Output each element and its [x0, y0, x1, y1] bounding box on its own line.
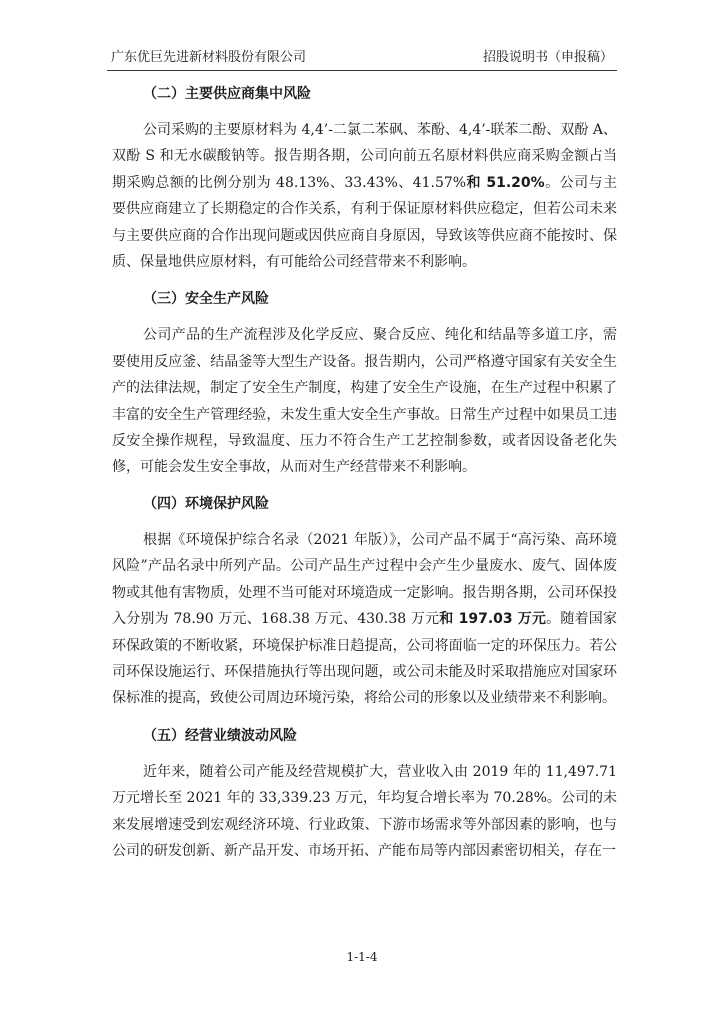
section-title-performance-volatility: （五）经营业绩波动风险 [143, 727, 297, 744]
section-title-supplier-concentration: （二）主要供应商集中风险 [143, 86, 311, 102]
page-number: 1-1-4 [346, 950, 378, 964]
paragraph-text: 公司产品的生产流程涉及化学反应、聚合反应、纯化和结晶等多道工序，需要使用反应釜、结晶釜等大型生产设备。报告期内，公司严格遵守国家有关安全生产的法律法规，制定了安全生产制度，构建了安全生产设施，在生产过程中积累了丰富的安全生产管理经验，未发生重大安全生产事故。日常生产过程中如果员工违反安全操作规程，导致温度、压力不符合生产工艺控制参数，或者因设备老化失修，可能会发生安全事故，从而对生产经营带来不利影响。 [112, 327, 617, 476]
paragraph-environmental-protection [112, 527, 617, 712]
paragraph-text: 。公司与主要供应商建立了长期稳定的合作关系，有利于保证原材料供应稳定，但若公司未来与主要供应商的合作出现问题或因供应商自身原因，导致该等供应商不能按时、保质、保量地供应原材料，有可能给公司经营带来不利影响。 [112, 174, 618, 271]
paragraph-text: 近年来，随着公司产能及经营规模扩大，营业收入由 2019 年的 11,497.71 万元增长至 2021 年的 33,339.23 万元，年均复合增长率为 70.28%。公司的未来发展增速受到宏观经济环境、行业政策、下游市场需求等外部因素的影响，也与公司的研发创新、新产品开发、市场开拓、产能布局等内部因素密切相关，存在一 [112, 763, 617, 859]
page-header [107, 48, 617, 71]
paragraph-text: 公司采购的主要原材料为 4,4’-二氯二苯砜、苯酚、4,4’-联苯二酚、双酚 A、双酚 S 和无水碳酸钠等。报告期各期，公司向前五名原材料供应商采购金额占当期采购总额的比例分别为 48.13%、33.43%、41.57% [112, 122, 617, 191]
emphasized-value: 和 51.20% [466, 174, 545, 191]
section-title-environmental-protection: （四）环境保护风险 [143, 495, 269, 512]
paragraph-performance-volatility [112, 759, 617, 865]
section-title-production-safety: （三）安全生产风险 [143, 291, 269, 308]
emphasized-value: 和 197.03 万元 [439, 611, 547, 628]
header-document-title: 招股说明书（申报稿） [482, 50, 613, 65]
page-body [112, 84, 617, 864]
paragraph-supplier-concentration [112, 117, 617, 275]
paragraph-production-safety [112, 322, 617, 480]
paragraph-text: 。随着国家环保政策的不断收紧，环境保护标准日趋提高，公司将面临一定的环保压力。若公司环保设施运行、环保措施执行等出现问题，或公司未能及时采取措施应对国家环保标准的提高，致使公司周边环境污染，将给公司的形象以及业绩带来不利影响。 [112, 611, 618, 707]
header-company-name: 广东优巨先进新材料股份有限公司 [111, 50, 307, 65]
paragraph-text: 根据《环境保护综合名录（2021 年版）》，公司产品不属于“高污染、高环境风险”产品名录中所列产品。公司产品生产过程中会产生少量废水、废气、固体废物或其他有害物质，处理不当可能对环境造成一定影响。报告期各期，公司环保投入分别为 78.90 万元、168.38 万元、430.38 万元 [112, 531, 617, 628]
